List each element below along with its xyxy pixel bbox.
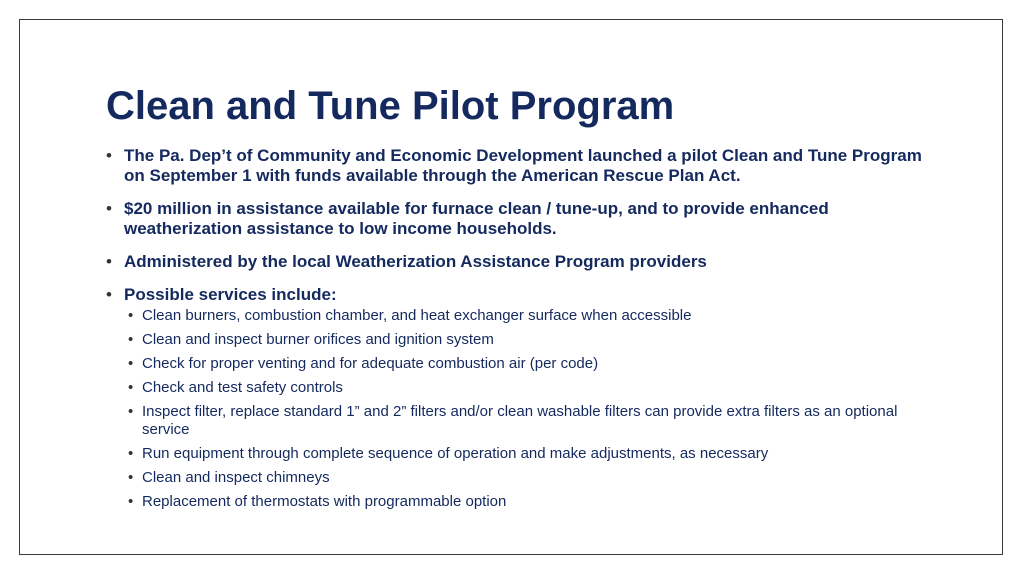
- service-item: • Run equipment through complete sequence of operation and make adjustments, as necessary: [124, 445, 936, 463]
- bullet-possible-services: [106, 285, 936, 511]
- service-item: • Check for proper venting and for adequate combustion air (per code): [124, 355, 936, 373]
- service-item: • Clean and inspect burner orifices and ignition system: [124, 331, 936, 349]
- bullet-list: [106, 146, 936, 511]
- service-item: • Replacement of thermostats with programmable option: [124, 493, 936, 511]
- bullet-possible-services-label: Possible services include:: [124, 285, 337, 304]
- service-item: • Clean burners, combustion chamber, and heat exchanger surface when accessible: [124, 307, 936, 325]
- slide-title: Clean and Tune Pilot Program: [106, 84, 675, 128]
- service-item: • Check and test safety controls: [124, 379, 936, 397]
- service-item: • Inspect filter, replace standard 1” and 2” filters and/or clean washable filters can provide extra filters as an optional service: [124, 403, 936, 439]
- bullet-program-launch: • The Pa. Dep’t of Community and Economic Development launched a pilot Clean and Tune Program on September 1 with funds available through the American Rescue Plan Act.: [106, 146, 936, 186]
- bullet-administration: • Administered by the local Weatherization Assistance Program providers: [106, 252, 936, 272]
- services-list: [124, 307, 936, 511]
- bullet-assistance-funds: • $20 million in assistance available for furnace clean / tune-up, and to provide enhanced weatherization assistance to low income households.: [106, 199, 936, 239]
- service-item: • Clean and inspect chimneys: [124, 469, 936, 487]
- slide-content: [106, 146, 936, 517]
- slide-frame: [19, 19, 1003, 555]
